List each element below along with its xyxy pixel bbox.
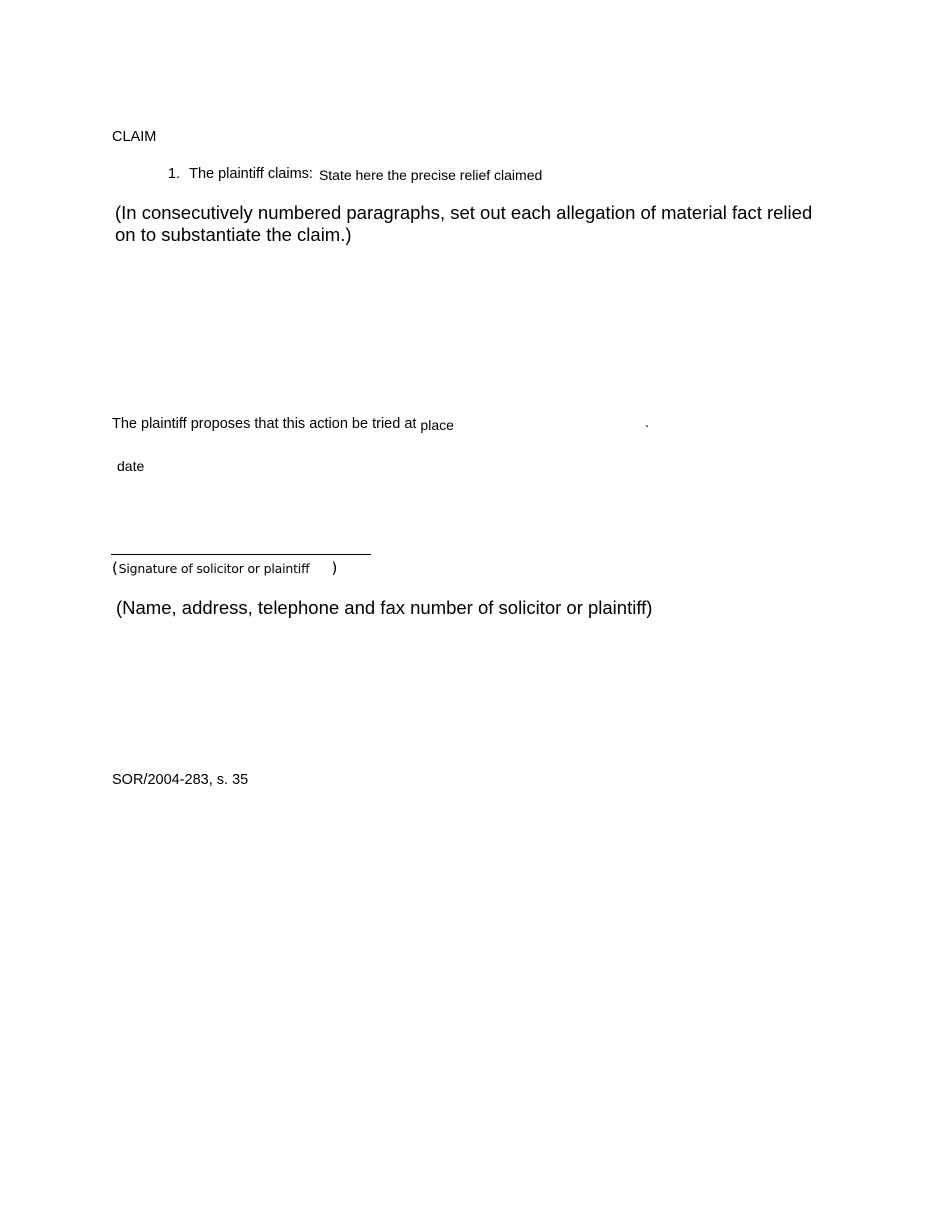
signature-caption (112, 559, 337, 577)
relief-claimed-field[interactable]: State here the precise relief claimed (318, 167, 543, 183)
date-field[interactable]: date (117, 458, 145, 474)
trial-location-text: The plaintiff proposes that this action be tried at (112, 416, 417, 432)
trial-place-field[interactable]: place (420, 417, 454, 433)
contact-instruction: (Name, address, telephone and fax number of solicitor or plaintiff) (116, 597, 653, 618)
paragraph-number: 1. (168, 166, 181, 182)
regulation-citation: SOR/2004-283, s. 35 (112, 772, 249, 788)
claim-paragraph-1 (168, 165, 542, 182)
signature-caption-text: Signature of solicitor or plaintiff (118, 561, 310, 576)
allegation-instruction: (In consecutively numbered paragraphs, set out each allegation of material fact relied on to substantiate the claim.) (115, 202, 813, 245)
trial-end-punctuation: . (645, 415, 650, 431)
trial-location-statement (112, 415, 454, 432)
claim-label: The plaintiff claims: (189, 166, 313, 182)
signature-close-paren: ) (331, 559, 338, 577)
signature-open-paren: ( (112, 559, 118, 577)
form-heading: CLAIM (112, 129, 157, 145)
signature-line (111, 554, 371, 555)
